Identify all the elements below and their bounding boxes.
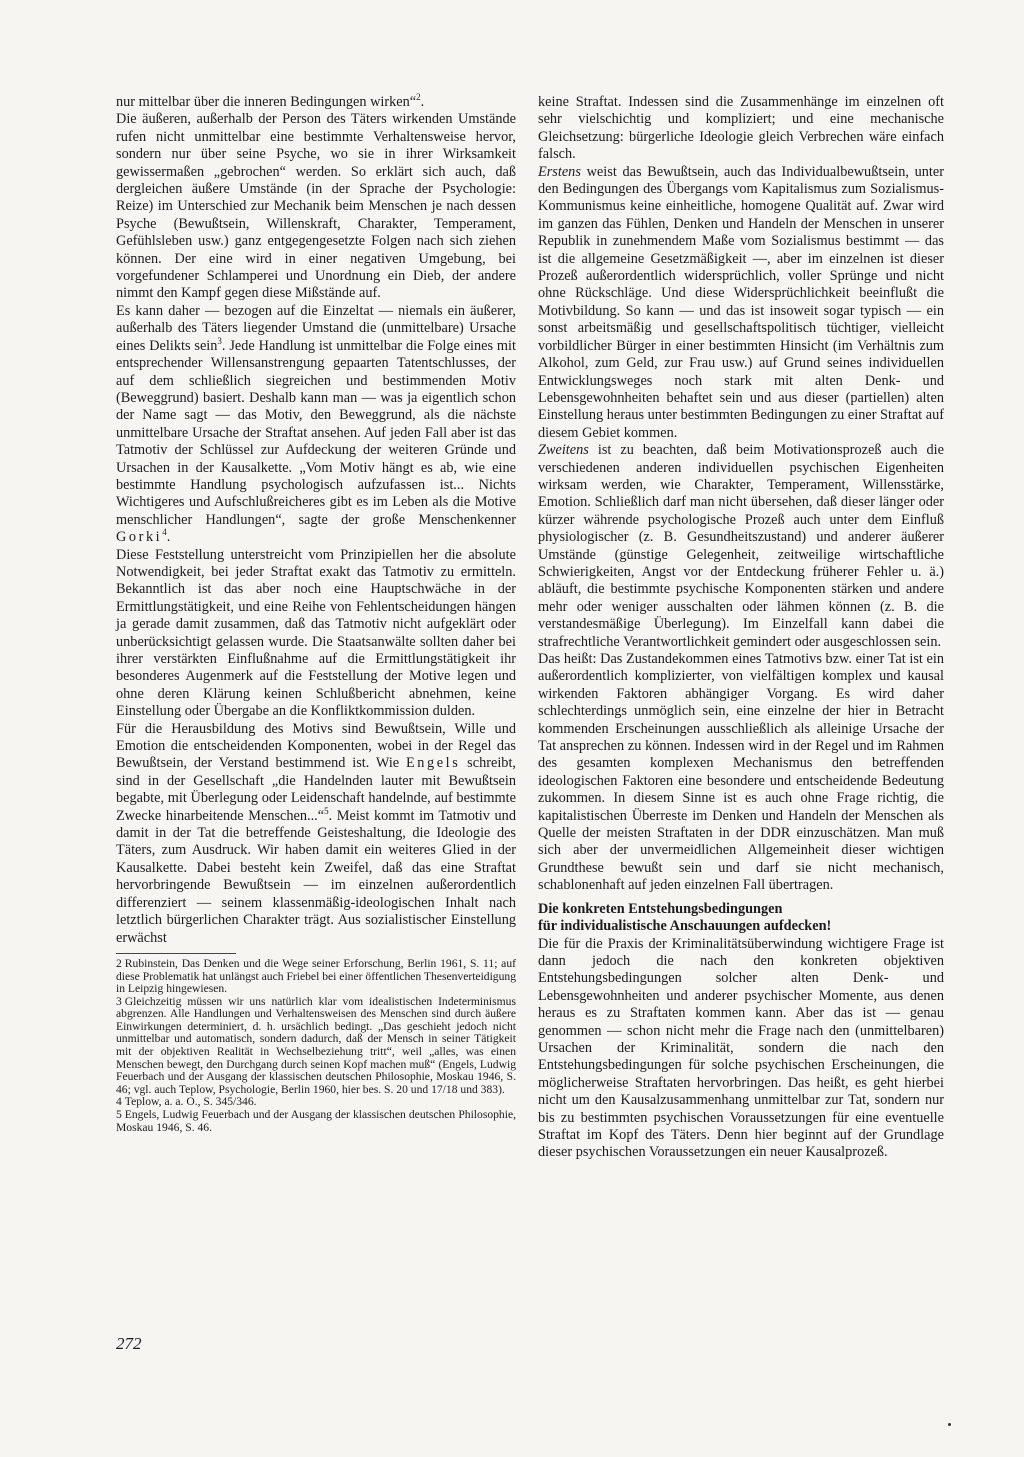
footnote-divider [116, 953, 236, 954]
emphasis: Erstens [538, 163, 581, 180]
footnote-ref: 5 [324, 805, 329, 816]
paragraph: Das heißt: Das Zustandekommen eines Tatmotivs bzw. einer Tat ist ein außerordentlich komplizierter, von vielfältigen komplex und kausal wirkenden Faktoren abhängiger Vorgang. Es wird daher schlechterdings unmöglich sein, eine einzelne der hier in Betracht kommenden Erscheinungen ausschließlich als alleinige Ursache der Tat ansprechen zu können. Indessen wird in der Regel und im Rahmen des gesamten komplexen Mechanismus den betreffenden ideologischen Faktoren eine besondere und entscheidende Bedeutung zukommen. In diesem Sinne ist es auch ohne Frage richtig, die kapitalistischen Überreste im Denken und Handeln der Menschen als Quelle der meisten Straftaten in der DDR einzuschätzen. Man muß sich aber der unvermeidlichen Allgemeinheit dieser wichtigen Grundthese bewußt sein und darf sie nicht mechanisch, schablonenhaft auf jeden einzelnen Fall übertragen. [538, 651, 944, 894]
paragraph: Die äußeren, außerhalb der Person des Täters wirkenden Umstände rufen nicht unmittelbar eine bestimmte Verhaltensweise hervor, sondern nur über seine Psyche, wo sie in ihrer Wirksamkeit gewissermaßen „gebrochen“ werden. So erklärt sich auch, daß dergleichen äußere Umstände (in der Sprache der Psychologie: Reize) im Unterschied zur Mechanik beim Menschen je nach dessen Psyche (Bewußtsein, Willenskraft, Charakter, Temperament, Gefühlsleben usw.) ganz entgegengesetzte Folgen nach sich ziehen können. Der eine wird in einer negativen Umgebung, bei vorgefundener Schlamperei und Unordnung ein Dieb, der andere nimmt den Kampf gegen diese Mißstände auf. [116, 111, 516, 302]
paragraph: Diese Feststellung unterstreicht vom Prinzipiellen her die absolute Notwendigkeit, bei jeder Straftat exakt das Tatmotiv zu ermitteln. Bekanntlich ist das aber noch eine Hauptschwäche in der Ermittlungstätigkeit, und eine Reihe von Fehlentscheidungen hängen ja gerade damit zusammen, daß das Tatmotiv nicht aufgeklärt oder unberücksichtigt gelassen wurde. Die Staatsanwälte sollten daher bei ihrer verstärkten Einflußnahme auf die Ermittlungstätigkeit ihr besonderes Augenmerk auf die Feststellung der Motive legen und ohne deren Klärung keinen Schlußbericht abnehmen, keine Einstellung oder Übergabe an die Konfliktkommission dulden. [116, 546, 516, 720]
footnote: 4 Teplow, a. a. O., S. 345/346. [116, 1095, 257, 1109]
footnote: 2 Rubinstein, Das Denken und die Wege seiner Erforschung, Berlin 1961, S. 11; auf diese Problematik hat unlängst auch Friebel bei einer öffentlichen Thesenverteidigung in Leipzig hingewiesen. [116, 956, 516, 996]
paragraph: Erstens weist das Bewußtsein, auch das Individualbewußtsein, unter den Bedingungen des Übergangs vom Kapitalismus zum Sozialismus-Kommunismus keine einheitliche, homogene Qualität auf. Zwar wird im ganzen das Fühlen, Denken und Handeln der Menschen in unserer Republik in zunehmendem Maße vom Sozialismus bestimmt — das ist die allgemeine Gesetzmäßigkeit —, aber im einzelnen ist dieser Prozeß außerordentlich widersprüchlich, voller Sprünge und nicht ohne Rückschläge. Und diese Widersprüchlichkeit beeinflußt die Motivbildung. So kann — und das ist insoweit sogar typisch — ein sonst arbeitsmäßig und gesellschaftspolitisch tüchtiger, vielleicht vorbildlicher Bürger in einer bestimmten Hinsicht (im Verhältnis zum Alkohol, zum Geld, zur Frau usw.) auf Grund seines individuellen Entwicklungsweges noch stark mit alten Denk- und Lebensgewohnheiten behaftet sein und aus dieser (partiellen) alten Einstellung heraus unter bestimmten Bedingungen zu einer Straftat auf diesem Gebiet kommen. [538, 163, 944, 441]
scan-speck [948, 1423, 951, 1426]
paragraph: Es kann daher — bezogen auf die Einzeltat — niemals ein äußerer, außerhalb des Täters liegender Umstand die (unmittelbare) Ursache eines Delikts sein$^3$. Jede Handlung ist unmittelbar die Folge eines mit entsprechender Willensanstrengung gepaarten Tatentschlusses, der auf dem schließlich siegreichen und bestimmenden Motiv (Beweggrund) basiert. Deshalb kann man — was ja eigentlich schon der Name sagt — das Motiv, den Beweggrund, als die nächste unmittelbare Ursache der Straftat ansehen. Auf jeden Fall aber ist das Tatmotiv der Schlüssel zur Aufdeckung der weiteren Gründe und Ursachen in der Kausalkette. „Vom Motiv hängt es ab, wie eine bestimmte Handlung psychologisch aufzufassen ist... Nichts Wichtigeres und Aufschlußreicheres gibt es im Leben als die Motive menschlicher Handlungen“, sagte der große Menschenkenner Gorki$^4$. [116, 302, 517, 546]
footnote-ref: 2 [416, 92, 421, 103]
section-heading: Die konkreten Entstehungsbedingungen für individualistische Anschauungen aufdecken! [538, 900, 832, 935]
page-number: 272 [116, 1334, 142, 1353]
paragraph: keine Straftat. Indessen sind die Zusammenhänge im einzelnen oft sehr vielschichtig und kompliziert; und eine mechanische Gleichsetzung: bürgerliche Ideologie gleich Verbrechen wäre einfach falsch. [538, 94, 944, 163]
author-name: Engels [405, 755, 461, 772]
paragraph: Die für die Praxis der Kriminalitätsüberwindung wichtigere Frage ist dann jedoch die nach den konkreten objektiven Entstehungsbedingungen solcher alten Denk- und Lebensgewohnheiten und anderer psychischer Momente, aus denen heraus es zu Straftaten kommen kann. Aber das ist — genau genommen — schon nicht mehr die Frage nach den (unmittelbaren) Ursachen der Kriminalität, sondern die nach den Entstehungsbedingungen für solche psychischen Erscheinungen, die möglicherweise Straftaten hervorbringen. Das heißt, es geht hierbei nicht um den Kausalzusammenhang unmittelbar zur Tat, sondern nur bis zu bestimmten psychischen Voraussetzungen für eine eventuelle Straftat im Kopf des Täters. Denn hier beginnt auf der Grundlage dieser psychischen Voraussetzungen ein neuer Kausalprozeß. [538, 935, 944, 1161]
footnote-ref: 3 [217, 335, 222, 346]
emphasis: Zweitens [538, 442, 589, 459]
paragraph: Zweitens ist zu beachten, daß beim Motivationsprozeß auch die verschiedenen anderen individuellen psychischen Eigenheiten wirksam werden, wie Charakter, Temperament, Willensstärke, Emotion. Schließlich darf man nicht übersehen, daß dieser länger oder kürzer währende psychologische Prozeß auch unter dem Einfluß physiologischer (z. B. Gesundheitszustand) und anderer äußerer Umstände (günstige Gelegenheit, zeitweilige wirtschaftliche Schwierigkeiten, Angst vor der Entdeckung früherer Fehler u. ä.) abläuft, die bestimmte psychische Komponenten stärken und andere mehr oder weniger ausschalten oder lähmen können (z. B. die verstandesmäßige Überlegung). Im Einzelfall kann dabei die strafrechtliche Verantwortlichkeit gemindert oder ausgeschlossen sein. [538, 442, 944, 650]
right-column [538, 94, 944, 1162]
paragraph: nur mittelbar über die inneren Bedingungen wirken“$^2$. [116, 92, 425, 110]
footnotes [116, 958, 516, 1134]
footnote: 5 Engels, Ludwig Feuerbach und der Ausgang der klassischen deutschen Philosophie, Moskau 1946, S. 46. [116, 1108, 516, 1134]
footnote: 3 Gleichzeitig müssen wir uns natürlich klar vom idealistischen Indeterminismus abgrenzen. Alle Handlungen und Verhaltensweisen des Menschen sind durch äußere Einwirkungen determiniert, d. h. ursächlich bedingt. „Das geschieht jedoch nicht unmittelbar und automatisch, sondern dadurch, daß der Mensch in seiner Tätigkeit mit der objektiven Realität in Wechselbeziehung tritt“, weil „alles, was einen Menschen bewegt, den Durchgang durch seinen Kopf machen muß“ (Engels, Ludwig Feuerbach und der Ausgang der klassischen deutschen Philosophie, Moskau 1946, S. 46; vgl. auch Teplow, Psychologie, Berlin 1960, hier bes. S. 20 und 17/18 und 383). [116, 994, 516, 1096]
paragraph: Für die Herausbildung des Motivs sind Bewußtsein, Wille und Emotion die entscheidenden Komponenten, wobei in der Regel das Bewußtsein, der Verstand bestimmend ist. Wie Engels schreibt, sind in der Gesellschaft „die Handelnden lauter mit Bewußtsein begabte, mit Überlegung oder Leidenschaft handelnde, auf bestimmte Zwecke hinarbeitende Menschen...“$^5$. Meist kommt im Tatmotiv und damit in der Tat die betreffende Geisteshaltung, die Ideologie des Täters, zum Ausdruck. Wir haben damit ein weiteres Glied in der Kausalkette. Dabei besteht kein Zweifel, daß das eine Straftat hervorbringende Bewußtsein — im einzelnen außerordentlich differenziert — seinem klassenmäßig-ideologischen Inhalt nach letztlich bürgerlichen Charakter trägt. Aus sozialistischer Einstellung erwächst [116, 720, 517, 946]
left-column [116, 94, 516, 1134]
footnote-ref: 4 [162, 527, 167, 538]
author-name: Gorki [116, 529, 163, 546]
